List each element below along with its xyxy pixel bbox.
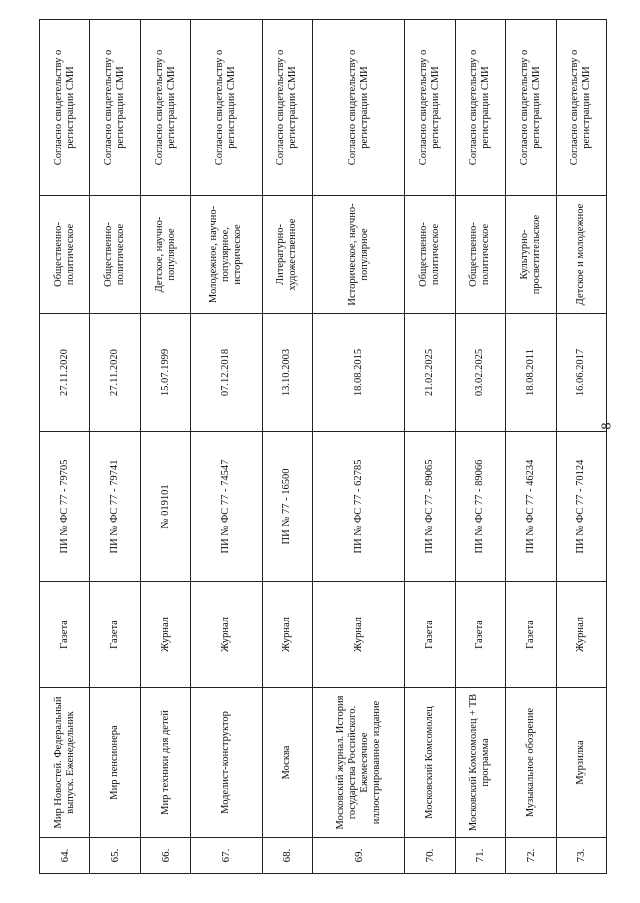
media-topic-cell: Молодежное, научно-популярное, историческое (191, 196, 262, 314)
page-number (599, 418, 624, 438)
media-topic-cell: Историческое, научно-популярное (313, 196, 405, 314)
media-title-cell: Мир пенсионера (90, 688, 140, 838)
registration-date-cell: 21.02.2025 (405, 314, 455, 432)
registration-number-cell: ПИ № ФС 77 - 74547 (191, 432, 262, 582)
page-number-text: 8 (599, 422, 615, 430)
row-number-cell: 66. (140, 838, 190, 874)
table-row (506, 20, 556, 874)
media-topic-cell: Общественно-политическое (455, 196, 505, 314)
media-title-cell: Мир Новостей. Федеральный выпуск. Еженедельник (40, 688, 90, 838)
media-title-cell: Мурзилка (556, 688, 606, 838)
row-number-cell: 72. (506, 838, 556, 874)
media-type-cell: Журнал (140, 582, 190, 688)
registration-date-cell: 27.11.2020 (40, 314, 90, 432)
media-title-cell: Московский Комсомолец (405, 688, 455, 838)
row-number-cell: 70. (405, 838, 455, 874)
media-type-cell: Журнал (191, 582, 262, 688)
media-type-cell: Газета (405, 582, 455, 688)
media-topic-cell: Общественно-политическое (90, 196, 140, 314)
registration-basis-cell: Согласно свидетельству о регистрации СМИ (140, 20, 190, 196)
registration-date-cell: 13.10.2003 (262, 314, 312, 432)
table-row (405, 20, 455, 874)
media-type-cell: Журнал (556, 582, 606, 688)
registration-number-cell: ПИ № ФС 77 - 89065 (405, 432, 455, 582)
registration-basis-cell: Согласно свидетельству о регистрации СМИ (405, 20, 455, 196)
registration-basis-cell: Согласно свидетельству о регистрации СМИ (556, 20, 606, 196)
media-type-cell: Газета (40, 582, 90, 688)
registration-date-cell: 15.07.1999 (140, 314, 190, 432)
registration-number-cell: ПИ № ФС 77 - 79741 (90, 432, 140, 582)
registration-date-cell: 27.11.2020 (90, 314, 140, 432)
media-title-cell: Музыкальное обозрение (506, 688, 556, 838)
media-title-cell: Мир техники для детей (140, 688, 190, 838)
registration-number-cell: ПИ № ФС 77 - 70124 (556, 432, 606, 582)
registration-date-cell: 07.12.2018 (191, 314, 262, 432)
media-title-cell: Москва (262, 688, 312, 838)
media-registry-table (39, 20, 607, 874)
row-number-cell: 65. (90, 838, 140, 874)
row-number-cell: 64. (40, 838, 90, 874)
registration-basis-cell: Согласно свидетельству о регистрации СМИ (506, 20, 556, 196)
registration-basis-cell: Согласно свидетельству о регистрации СМИ (90, 20, 140, 196)
table-row (262, 20, 312, 874)
media-topic-cell: Литературно-художественное (262, 196, 312, 314)
media-title-cell: Московский журнал. История государства Российского. Ежемесячное иллюстрированное издание (313, 688, 405, 838)
table-row (455, 20, 505, 874)
registration-basis-cell: Согласно свидетельству о регистрации СМИ (455, 20, 505, 196)
media-type-cell: Газета (455, 582, 505, 688)
row-number-cell: 73. (556, 838, 606, 874)
row-number-cell: 71. (455, 838, 505, 874)
row-number-cell: 67. (191, 838, 262, 874)
table-row (313, 20, 405, 874)
table-row (556, 20, 606, 874)
media-type-cell: Газета (506, 582, 556, 688)
registration-date-cell: 18.08.2015 (313, 314, 405, 432)
table-row (90, 20, 140, 874)
registration-basis-cell: Согласно свидетельству о регистрации СМИ (262, 20, 312, 196)
registration-basis-cell: Согласно свидетельству о регистрации СМИ (313, 20, 405, 196)
media-topic-cell: Детское, научно-популярное (140, 196, 190, 314)
media-title-cell: Московский Комсомолец + ТВ программа (455, 688, 505, 838)
registration-number-cell: № 019101 (140, 432, 190, 582)
registration-number-cell: ПИ № ФС 77 - 89066 (455, 432, 505, 582)
registration-number-cell: ПИ № ФС 77 - 79705 (40, 432, 90, 582)
table-row (191, 20, 262, 874)
registration-date-cell: 18.08.2011 (506, 314, 556, 432)
row-number-cell: 68. (262, 838, 312, 874)
table-body (40, 20, 607, 874)
row-number-cell: 69. (313, 838, 405, 874)
registration-number-cell: ПИ № ФС 77 - 46234 (506, 432, 556, 582)
media-type-cell: Газета (90, 582, 140, 688)
registration-number-cell: ПИ № ФС 77 - 62785 (313, 432, 405, 582)
media-type-cell: Журнал (262, 582, 312, 688)
media-topic-cell: Культурно-просветительское (506, 196, 556, 314)
registration-basis-cell: Согласно свидетельству о регистрации СМИ (40, 20, 90, 196)
registry-table (39, 19, 607, 874)
media-topic-cell: Общественно-политическое (40, 196, 90, 314)
media-type-cell: Журнал (313, 582, 405, 688)
registration-number-cell: ПИ № 77 - 16500 (262, 432, 312, 582)
table-row (40, 20, 90, 874)
registration-date-cell: 03.02.2025 (455, 314, 505, 432)
registration-basis-cell: Согласно свидетельству о регистрации СМИ (191, 20, 262, 196)
media-topic-cell: Детское и молодежное (556, 196, 606, 314)
table-row (140, 20, 190, 874)
registration-date-cell: 16.06.2017 (556, 314, 606, 432)
media-title-cell: Моделист-конструктор (191, 688, 262, 838)
media-topic-cell: Общественно-политическое (405, 196, 455, 314)
